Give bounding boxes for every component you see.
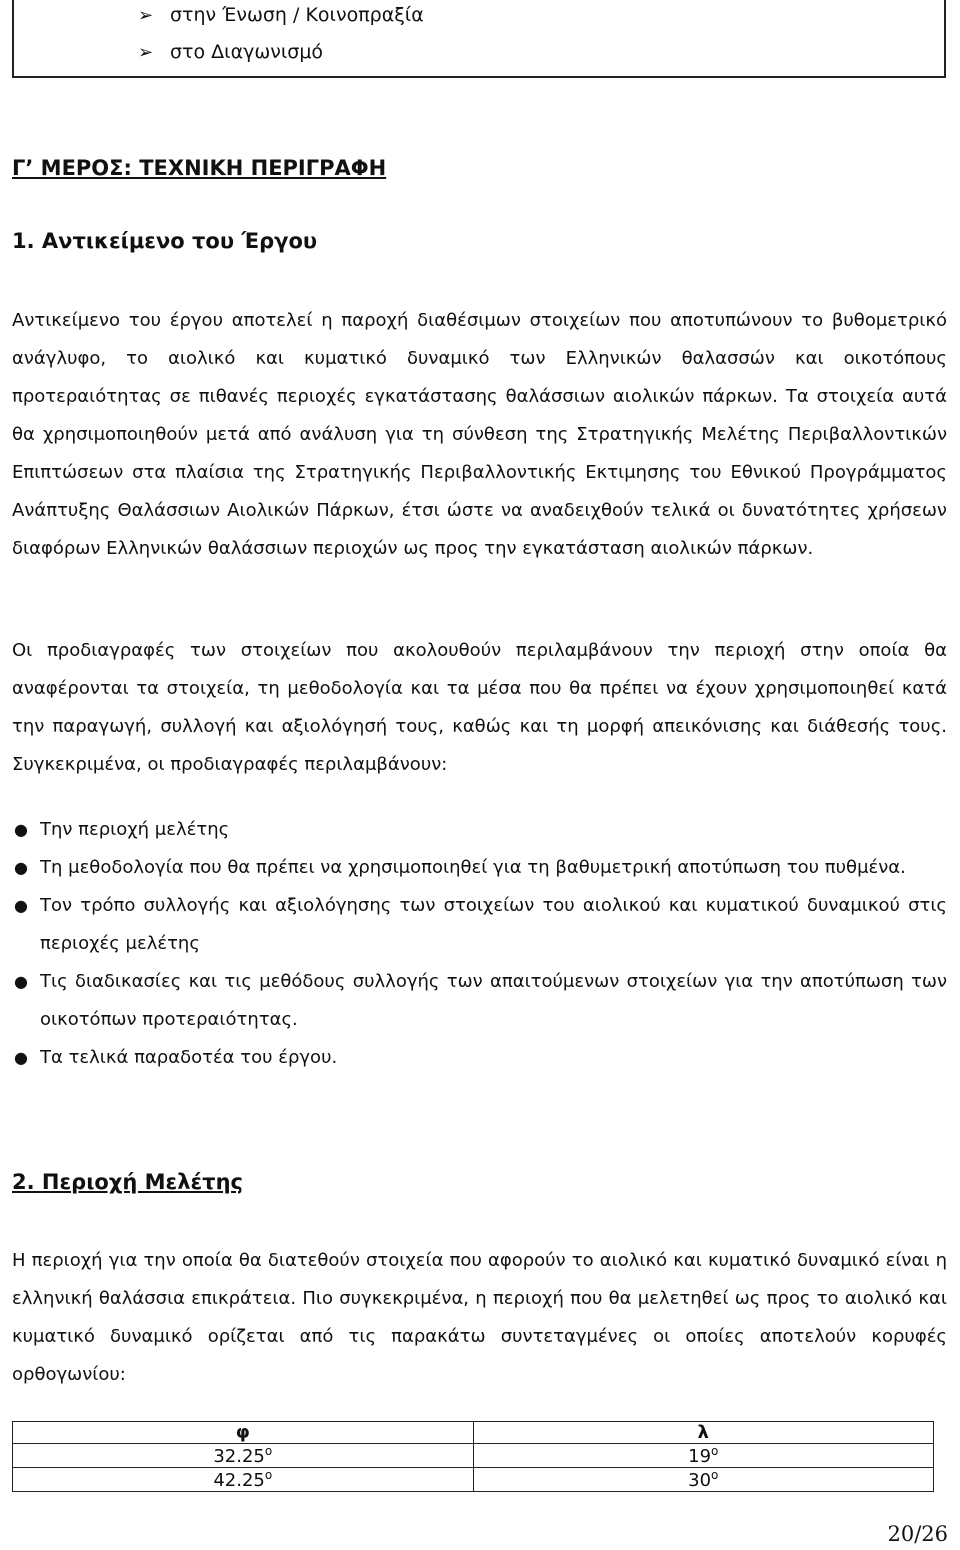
table-cell: 32.25$^o$ <box>13 1444 474 1468</box>
arrow-list-item-text: στην Ένωση / Κοινοπραξία <box>170 4 424 26</box>
page-number: 20/26 <box>887 1522 948 1546</box>
table-cell: 19$^o$ <box>473 1444 934 1468</box>
degree-mark: o <box>711 1444 719 1458</box>
subsection-number: 1. <box>12 229 35 253</box>
table-cell: 30$^o$ <box>473 1468 934 1492</box>
table-header-lambda: λ <box>473 1422 934 1444</box>
degree-mark: o <box>711 1468 719 1482</box>
table-cell: 42.25$^o$ <box>13 1468 474 1492</box>
subsection-2-paragraph-1: Η περιοχή για την οποία θα διατεθούν στοιχεία που αφορούν το αιολικό και κυματικό δυναμικό είναι η ελληνική θαλάσσια επικράτεια. Πιο συγκεκριμένα, η περιοχή που θα μελετηθεί ως προς το αιολικό και κυματικό δυναμικό ορίζεται από τις παρακάτω συντεταγμένες οι οποίες αποτελούν κορυφές ορθογωνίου: <box>12 1250 947 1385</box>
bullet-icon: ● <box>14 1048 28 1067</box>
arrow-list-item <box>138 41 323 63</box>
degree-mark: o <box>264 1468 273 1482</box>
arrow-list-item-text: στο Διαγωνισμό <box>170 41 324 63</box>
list-item: ● Τα τελικά παραδοτέα του έργου. <box>12 1039 947 1077</box>
degree-mark: o <box>264 1444 273 1458</box>
coordinates-table <box>12 1421 934 1492</box>
arrow-bullet-icon: ➢ <box>138 5 154 26</box>
requirements-list <box>12 811 947 1077</box>
subsection-1-paragraph-2: Οι προδιαγραφές των στοιχείων που ακολουθούν περιλαμβάνουν την περιοχή στην οποία θα αναφέρονται τα στοιχεία, τη μεθοδολογία και τα μέσα που θα πρέπει να έχουν χρησιμοποιηθεί κατά την παραγωγή, συλλογή και αξιολόγησή τους, καθώς και τη μορφή απεικόνισης και διάθεσής τους. Συγκεκριμένα, οι προδιαγραφές περιλαμβάνουν: <box>12 640 947 775</box>
table-header-phi: φ <box>13 1422 474 1444</box>
subsection-title: Περιοχή Μελέτης <box>41 1170 243 1194</box>
arrow-bullet-icon: ➢ <box>138 42 154 63</box>
subsection-heading-underlined <box>12 1170 243 1194</box>
list-item: ● Την περιοχή μελέτης <box>12 811 947 849</box>
subsection-1-paragraph-1: Αντικείμενο του έργου αποτελεί η παροχή διαθέσιμων στοιχείων που αποτυπώνουν το βυθομετρικό ανάγλυφο, το αιολικό και κυματικό δυναμικό των Ελληνικών θαλασσών και οικοτόπους προτεραιότητας σε πιθανές περιοχές εγκατάστασης θαλάσσιων αιολικών πάρκων. Τα στοιχεία αυτά θα χρησιμοποιηθούν μετά από ανάλυση για τη σύνθεση της Στρατηγικής Μελέτης Περιβαλλοντικών Επιπτώσεων στα πλαίσια της Στρατηγικής Περιβαλλοντικής Εκτιμησης του Εθνικού Προγράμματος Ανάπτυξης Θαλάσσιων Αιολικών Πάρκων, έτσι ώστε να αναδειχθούν τελικά οι δυνατότητες χρήσεων διαφόρων Ελληνικών θαλάσσιων περιοχών ως προς την εγκατάσταση αιολικών πάρκων. <box>12 310 947 559</box>
list-item: ● Τις διαδικασίες και τις μεθόδους συλλογής των απαιτούμενων στοιχείων για την αποτύπωση των οικοτόπων προτεραιότητας. <box>12 963 947 1039</box>
bullet-icon: ● <box>14 858 28 877</box>
bullet-icon: ● <box>14 896 28 915</box>
subsection-1-heading <box>12 229 947 253</box>
continuation-box <box>12 0 946 78</box>
section-title: Γ’ ΜΕΡΟΣ: ΤΕΧΝΙΚΗ ΠΕΡΙΓΡΑΦΗ <box>12 156 387 180</box>
subsection-title: Αντικείμενο του Έργου <box>41 229 318 253</box>
subsection-2-heading <box>12 1170 947 1194</box>
table-row <box>13 1444 934 1468</box>
bullet-icon: ● <box>14 820 28 839</box>
list-item: ● Τη μεθοδολογία που θα πρέπει να χρησιμοποιηθεί για τη βαθυμετρική αποτύπωση του πυθμένα. <box>12 849 947 887</box>
subsection-number: 2. <box>12 1170 35 1194</box>
table-row <box>13 1468 934 1492</box>
bullet-icon: ● <box>14 972 28 991</box>
arrow-list-item <box>138 4 424 26</box>
list-item: ● Τον τρόπο συλλογής και αξιολόγησης των στοιχείων του αιολικού και κυματικού δυναμικού στις περιοχές μελέτης <box>12 887 947 963</box>
